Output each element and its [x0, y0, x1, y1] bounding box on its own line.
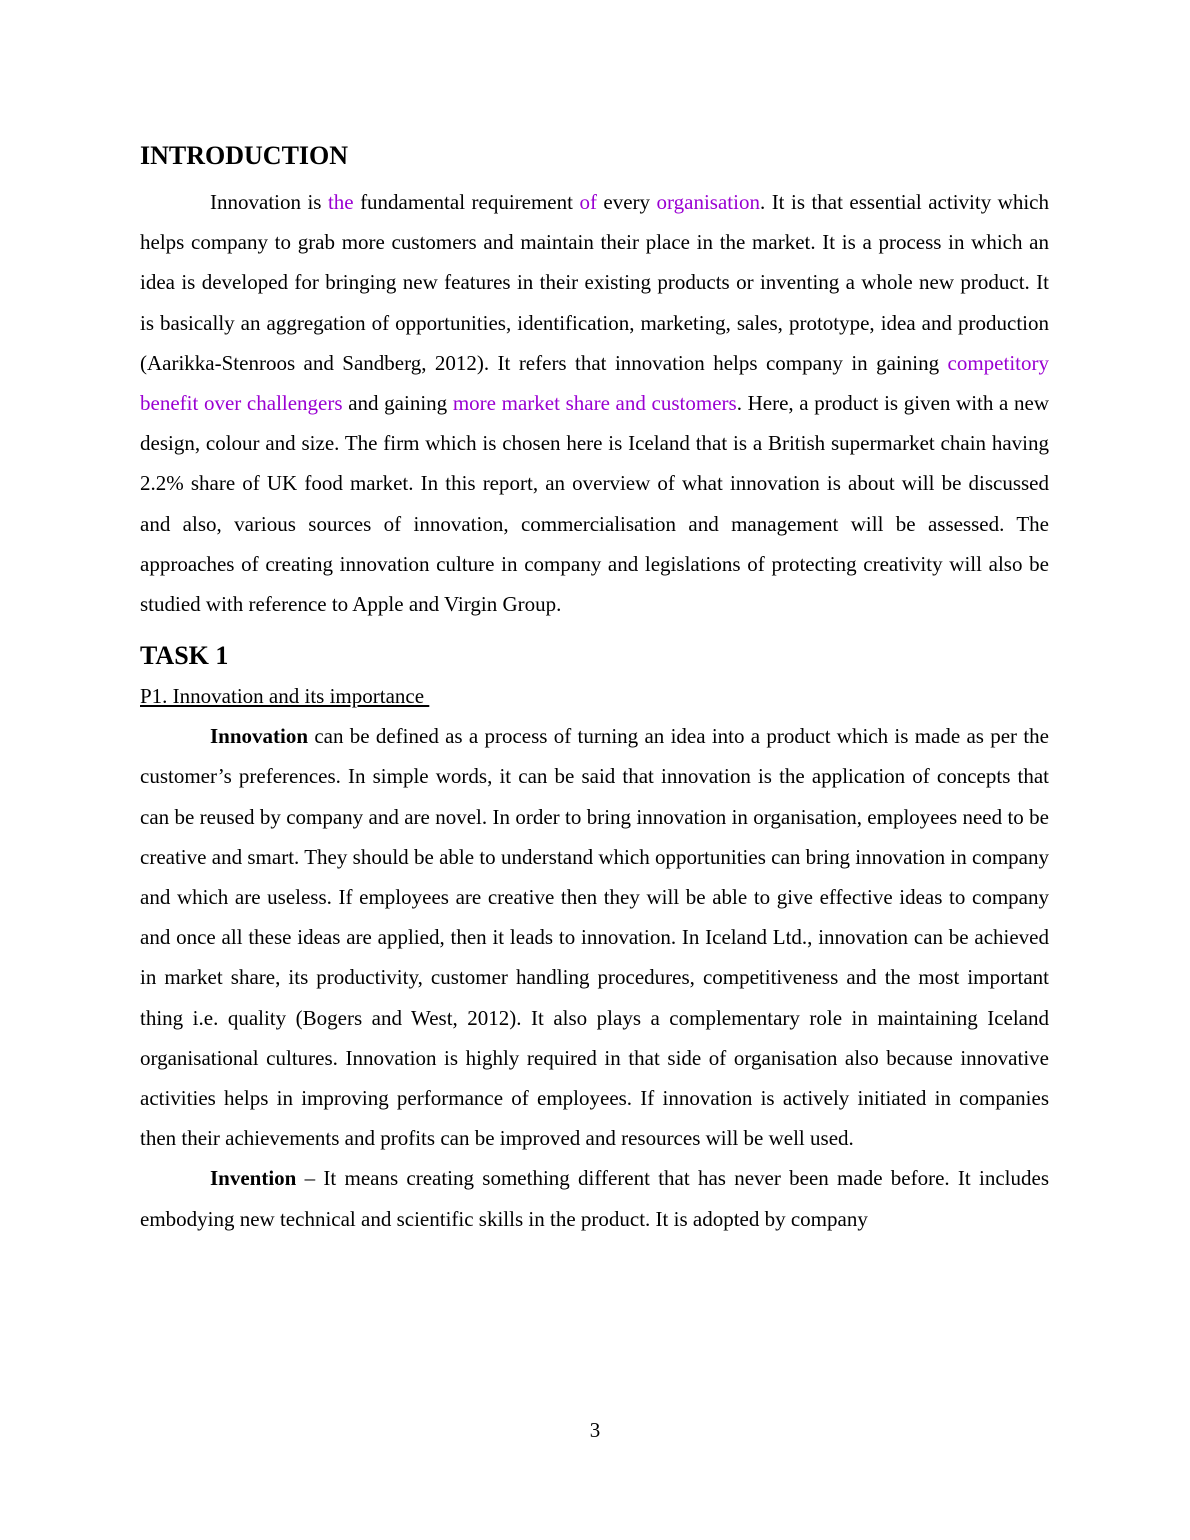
- p1-subheading: P1. Innovation and its importance: [140, 684, 430, 709]
- intro-text-2: fundamental requirement: [353, 190, 580, 214]
- invention-paragraph: [140, 1158, 1049, 1238]
- intro-text-4: . It is that essential activity which helps company to grab more customers and maintain their place in the market. It is a process in which an idea is developed for bringing new features in their existing products or inventing a whole new product. It is basically an aggregation of opportunities, identification, marketing, sales, prototype, idea and production (Aarikka-Stenroos and Sandberg, 2012). It refers that innovation helps company in gaining: [140, 190, 1049, 375]
- invention-term: Invention: [210, 1166, 297, 1191]
- intro-text-6: . Here, a product is given with a new design, colour and size. The firm which is chosen here is Iceland that is a British supermarket chain having 2.2% share of UK food market. In this report, an overview of what innovation is about will be discussed and also, various sources of innovation, commercialisation and management will be assessed. The approaches of creating innovation culture in company and legislations of protecting creativity will also be studied with reference to Apple and Virgin Group.: [140, 391, 1049, 617]
- intro-text-5: and gaining: [342, 391, 453, 416]
- introduction-heading: INTRODUCTION: [140, 141, 349, 170]
- intro-highlight-5: more market share and customers: [452, 391, 737, 416]
- document-page: [140, 140, 1049, 1239]
- intro-highlight-3: organisation: [656, 190, 760, 214]
- intro-highlight-1: the: [327, 190, 354, 214]
- page-number: 3: [589, 1418, 601, 1442]
- intro-text-3: every: [596, 190, 657, 214]
- innovation-term: Innovation: [210, 724, 309, 749]
- innovation-text: can be defined as a process of turning an idea into a product which is made as per the customer’s preferences. In simple words, it can be said that innovation is the application of concepts that can be reused by company and are novel. In order to bring innovation in organisation, employees need to be creative and smart. They should be able to understand which opportunities can bring innovation in company and which are useless. If employees are creative then they will be able to give effective ideas to company and once all these ideas are applied, then it leads to innovation. In Iceland Ltd., innovation can be achieved in market share, its productivity, customer handling procedures, competitiveness and the most important thing i.e. quality (Bogers and West, 2012). It also plays a complementary role in maintaining Iceland organisational cultures. Innovation is highly required in that side of organisation also because innovative activities helps in improving performance of employees. If innovation is actively initiated in companies then their achievements and profits can be improved and resources will be well used.: [140, 724, 1049, 1151]
- task1-heading: TASK 1: [140, 641, 229, 671]
- intro-text-1: Innovation is: [210, 190, 328, 214]
- introduction-paragraph: [140, 182, 1049, 624]
- intro-highlight-4: competitory benefit over challengers: [140, 350, 1049, 416]
- intro-highlight-2: of: [579, 190, 597, 214]
- invention-text: – It means creating something different that has never been made before. It includes embodying new technical and scientific skills in the product. It is adopted by company: [140, 1166, 1049, 1231]
- innovation-paragraph: [140, 716, 1049, 1158]
